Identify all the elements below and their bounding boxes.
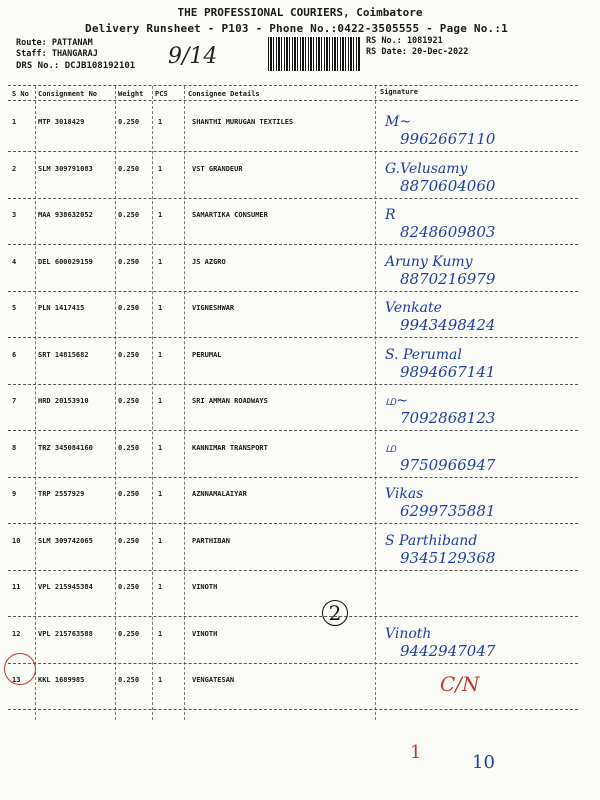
row-signature-name: ம~ [385, 393, 408, 409]
row-pcs: 1 [158, 211, 163, 219]
row-signature-phone: 8870216979 [400, 269, 496, 288]
row-divider [8, 430, 578, 431]
row-weight: 0.250 [118, 676, 140, 684]
row-sno: 8 [12, 443, 17, 452]
row-pcs: 1 [158, 257, 163, 266]
row-consignee: JS AZGRO [192, 257, 226, 266]
row-signature-name: G.Velusamy [385, 160, 468, 177]
footnote-left: 1 [410, 742, 422, 763]
row-weight: 0.250 [118, 629, 140, 638]
row-signature-phone: 8248609803 [400, 223, 496, 241]
drs-label: DRS No.: DCJB108192101 [16, 61, 136, 71]
row-weight: 0.250 [118, 164, 140, 173]
row-divider [8, 384, 578, 385]
col-pcs: PCS [155, 90, 168, 98]
row-signature-phone: 6299735881 [400, 502, 496, 520]
row-pcs: 1 [158, 443, 163, 452]
row-divider [8, 291, 578, 292]
row-sno: 5 [12, 304, 17, 312]
row-signature-phone: 9943498424 [400, 316, 496, 334]
row-sno: 9 [12, 490, 17, 498]
row-sno: 1 [12, 118, 17, 126]
row-weight: 0.250 [118, 583, 140, 591]
row-pcs: 1 [158, 118, 163, 126]
footnote-right: 10 [472, 752, 495, 773]
row-sno: 2 [12, 164, 17, 173]
row-weight: 0.250 [118, 397, 140, 405]
row-consignment: SLM 309791083 [38, 164, 93, 173]
row-consignment: KKL 1689985 [38, 676, 85, 684]
row-pcs: 1 [158, 629, 163, 638]
col-line [375, 86, 376, 720]
row-weight: 0.250 [118, 443, 140, 452]
col-line [184, 86, 185, 720]
row-consignment: PLN 1417415 [38, 304, 85, 312]
col-consignee: Consignee Details [188, 90, 260, 98]
row-sno: 12 [12, 629, 21, 638]
row-signature-name: C/N [440, 672, 480, 696]
row-pcs: 1 [158, 164, 163, 173]
col-line [152, 86, 153, 720]
col-line [115, 86, 116, 720]
row-divider [8, 709, 578, 710]
row-signature-name: Vikas [385, 486, 424, 502]
row-consignee: AZNNAMALAIYAR [192, 490, 247, 498]
col-signature: Signature [380, 88, 418, 96]
row-consignee: VINOTH [192, 583, 218, 591]
row-weight: 0.250 [118, 257, 140, 266]
row-consignee: VENGATESAN [192, 676, 235, 684]
row-pcs: 1 [158, 304, 163, 312]
row-consignee: PARTHIBAN [192, 536, 230, 545]
row-signature-phone: 8870604060 [400, 176, 496, 195]
row-divider [8, 570, 578, 571]
row-consignment: VPL 215945384 [38, 583, 93, 591]
row-consignee: VIGNESHWAR [192, 304, 235, 312]
row-pcs: 1 [158, 676, 163, 684]
row-signature-phone: 9442947047 [400, 641, 496, 660]
row-signature-phone: 9345129368 [400, 548, 496, 567]
row-pcs: 1 [158, 536, 163, 545]
row-divider [8, 244, 578, 245]
header-divider [8, 85, 578, 86]
row-consignment: TRP 2557929 [38, 490, 85, 498]
runsheet-title: Delivery Runsheet - P103 - Phone No.:0422-3505555 - Page No.:1 [85, 22, 508, 35]
barcode [268, 37, 360, 71]
row-weight: 0.250 [118, 490, 140, 498]
row-consignee: SHANTHI MURUGAN TEXTILES [192, 118, 294, 126]
column-divider [8, 100, 578, 101]
row-pcs: 1 [158, 350, 163, 359]
row-divider [8, 523, 578, 524]
red-circle-mark [4, 653, 36, 685]
row-consignee: VINOTH [192, 629, 218, 638]
row-divider [8, 337, 578, 338]
row-weight: 0.250 [118, 350, 140, 359]
row-signature-phone: 9962667110 [400, 130, 496, 148]
row-consignment: MAA 938632052 [38, 211, 93, 219]
row-pcs: 1 [158, 397, 163, 405]
rs-number: RS No.: 1081921 [366, 36, 443, 46]
circled-number: 2 [322, 600, 348, 626]
row-consignee: VST GRANDEUR [192, 164, 243, 173]
row-divider [8, 151, 578, 152]
row-sno: 3 [12, 211, 17, 219]
rs-date: RS Date: 20-Dec-2022 [366, 47, 469, 57]
row-signature-phone: 7092868123 [400, 409, 496, 427]
row-consignee: PERUMAL [192, 350, 222, 359]
row-signature-name: Venkate [385, 300, 442, 316]
col-sno: S No [12, 90, 29, 98]
row-signature-phone: 9750966947 [400, 455, 496, 474]
row-pcs: 1 [158, 583, 163, 591]
row-sno: 4 [12, 257, 17, 266]
row-consignment: HRD 20153910 [38, 397, 89, 405]
row-consignee: KANNIMAR TRANSPORT [192, 443, 268, 452]
row-signature-name: S Parthiband [385, 532, 478, 549]
row-consignment: SLM 309742065 [38, 536, 93, 545]
row-consignment: VPL 215763588 [38, 629, 93, 638]
company-title: THE PROFESSIONAL COURIERS, Coimbatore [177, 6, 423, 19]
row-consignment: DEL 600029159 [38, 257, 93, 266]
row-sno: 6 [12, 350, 17, 359]
row-signature-phone: 9894667141 [400, 362, 496, 381]
row-weight: 0.250 [118, 304, 140, 312]
row-consignment: MTP 3018429 [38, 118, 85, 126]
row-signature-name: M~ [385, 114, 412, 130]
row-signature-name: S. Perumal [385, 346, 462, 363]
row-divider [8, 198, 578, 199]
row-weight: 0.250 [118, 211, 140, 219]
row-signature-name: Vinoth [385, 625, 432, 642]
row-signature-name: ம [385, 439, 397, 456]
row-sno: 11 [12, 583, 21, 591]
route-label: Route: PATTANAM [16, 38, 93, 48]
row-sno: 13 [12, 676, 21, 684]
row-consignment: TRZ 345084160 [38, 443, 93, 452]
col-line [35, 86, 36, 720]
row-consignment: SRT 14815682 [38, 350, 89, 359]
row-sno: 10 [12, 536, 21, 545]
col-consignment: Consignment No [38, 90, 98, 98]
staff-label: Staff: THANGARAJ [16, 49, 98, 59]
row-signature-name: R [385, 207, 396, 223]
col-weight: Weight [118, 90, 144, 98]
row-divider [8, 663, 578, 664]
row-divider [8, 477, 578, 478]
row-signature-name: Aruny Kumy [385, 253, 473, 270]
row-weight: 0.250 [118, 118, 140, 126]
handwritten-count: 9/14 [168, 44, 218, 69]
row-consignee: SAMARTIKA CONSUMER [192, 211, 268, 219]
row-consignee: SRI AMMAN ROADWAYS [192, 397, 268, 405]
row-sno: 7 [12, 397, 17, 405]
row-pcs: 1 [158, 490, 163, 498]
row-weight: 0.250 [118, 536, 140, 545]
row-divider [8, 616, 578, 617]
